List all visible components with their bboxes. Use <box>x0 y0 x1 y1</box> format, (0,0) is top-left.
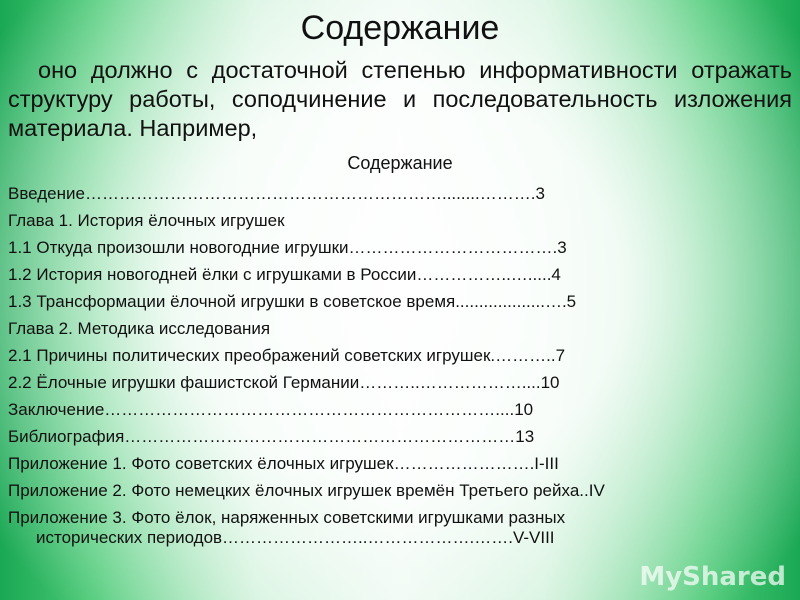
toc-item: 1.1 Откуда произошли новогодние игрушки……………………………….3 <box>8 238 567 257</box>
toc-item: 1.2 История новогодней ёлки с игрушками в России……………..….....4 <box>8 265 561 284</box>
toc-item: 2.2 Ёлочные игрушки фашистской Германии………..………………....10 <box>8 373 560 392</box>
toc-item: Библиография……………………………………………………………13 <box>8 427 535 446</box>
toc-item-appendix-3 <box>8 508 792 548</box>
table-of-contents <box>8 180 792 548</box>
page-title: Содержание <box>300 9 500 47</box>
watermark-logo: MyShared <box>639 562 786 592</box>
toc-item: 2.1 Причины политических преображений советских игрушек.………..7 <box>8 346 566 365</box>
toc-item: Глава 1. История ёлочных игрушек <box>8 211 285 230</box>
toc-item: Введение………………………………………………………........……….3 <box>8 184 545 203</box>
toc-item-line2: исторических периодов……………………..……………….…….V-VIII <box>36 528 555 547</box>
toc-item-line1: Приложение 3. Фото ёлок, наряженных советскими игрушками разных <box>8 508 566 527</box>
toc-item: Заключение……………………………………………………………....10 <box>8 400 534 419</box>
toc-item: 1.3 Трансформации ёлочной игрушки в советское время...................….5 <box>8 292 577 311</box>
toc-item: Глава 2. Методика исследования <box>8 319 271 338</box>
toc-item: Приложение 2. Фото немецких ёлочных игрушек времён Третьего рейха..IV <box>8 481 605 500</box>
toc-item: Приложение 1. Фото советских ёлочных игрушек…………………….I-III <box>8 454 559 473</box>
intro-paragraph: оно должно с достаточной степенью информативности отражать структуру работы, соподчинение и последовательность изложения материала. Например, <box>8 57 792 141</box>
toc-subtitle: Содержание <box>347 153 453 173</box>
